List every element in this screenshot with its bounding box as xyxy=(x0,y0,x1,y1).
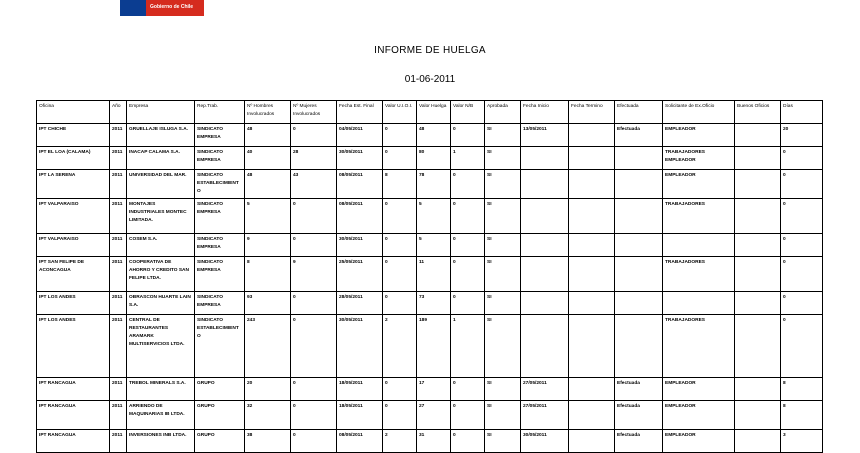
table-row xyxy=(37,401,823,430)
cell-valor-huelga: 5 xyxy=(417,199,451,234)
table-row xyxy=(37,147,823,170)
cell-efectuada xyxy=(615,199,663,234)
cell-oficina: IPT VALPARAISO xyxy=(37,199,110,234)
cell-valor-huelga: 27 xyxy=(417,401,451,430)
column-header-hombres: Nº Hombres Involucrados xyxy=(245,101,291,124)
column-header-efectuada: Efectuada xyxy=(615,101,663,124)
cell-buenos-oficios xyxy=(735,401,781,430)
table-row xyxy=(37,124,823,147)
cell-solicitante xyxy=(663,292,735,315)
cell-empresa: GRUELLAJE ISLUGA S.A. xyxy=(127,124,195,147)
column-header-rep-trab: Rep.Trab. xyxy=(195,101,245,124)
cell-fecha-est-final: 08/05/2011 xyxy=(337,170,383,199)
strike-report-table xyxy=(36,100,823,453)
cell-rep-trab: GRUPO xyxy=(195,401,245,430)
cell-oficina: IPT RANCAGUA xyxy=(37,430,110,453)
cell-fecha-termino xyxy=(569,401,615,430)
cell-valor-huelga: 31 xyxy=(417,430,451,453)
cell-oficina: IPT LOS ANDES xyxy=(37,315,110,378)
cell-fecha-inicio xyxy=(521,170,569,199)
table-row xyxy=(37,257,823,292)
cell-valor-nb: 0 xyxy=(451,292,485,315)
cell-aprobada: SI xyxy=(485,234,521,257)
cell-mujeres: 0 xyxy=(291,124,337,147)
cell-valor-uioi: 0 xyxy=(383,401,417,430)
cell-valor-nb: 0 xyxy=(451,257,485,292)
cell-rep-trab: SINDICATO EMPRESA xyxy=(195,234,245,257)
cell-fecha-inicio xyxy=(521,315,569,378)
cell-efectuada xyxy=(615,257,663,292)
cell-efectuada: Efectuada xyxy=(615,401,663,430)
cell-dias: 8 xyxy=(781,378,823,401)
cell-fecha-termino xyxy=(569,315,615,378)
cell-buenos-oficios xyxy=(735,315,781,378)
report-title: INFORME DE HUELGA xyxy=(374,45,486,56)
column-header-buenos-oficios: Buenos Oficios xyxy=(735,101,781,124)
column-header-mujeres: Nº Mujeres Involucrados xyxy=(291,101,337,124)
cell-solicitante: EMPLEADOR xyxy=(663,430,735,453)
column-header-solicitante: Solicitante de Ex.Oficio xyxy=(663,101,735,124)
cell-solicitante: TRABAJADORES xyxy=(663,199,735,234)
cell-aprobada: SI xyxy=(485,257,521,292)
cell-aprobada: SI xyxy=(485,292,521,315)
cell-rep-trab: SINDICATO ESTABLECIMIENTO xyxy=(195,315,245,378)
cell-efectuada xyxy=(615,292,663,315)
cell-empresa: COOPERATIVA DE AHORRO Y CREDITO SAN FELIPE LTDA. xyxy=(127,257,195,292)
cell-fecha-inicio xyxy=(521,147,569,170)
cell-fecha-termino xyxy=(569,234,615,257)
cell-hombres: 48 xyxy=(245,170,291,199)
logo-text: Gobierno de Chile xyxy=(150,4,194,10)
column-header-aprobada: Aprobada xyxy=(485,101,521,124)
cell-valor-huelga: 78 xyxy=(417,170,451,199)
cell-fecha-est-final: 25/05/2011 xyxy=(337,257,383,292)
cell-buenos-oficios xyxy=(735,292,781,315)
cell-buenos-oficios xyxy=(735,147,781,170)
cell-fecha-est-final: 04/05/2011 xyxy=(337,124,383,147)
cell-valor-nb: 0 xyxy=(451,199,485,234)
cell-anio: 2011 xyxy=(110,378,127,401)
column-header-empresa: Empresa xyxy=(127,101,195,124)
cell-oficina: IPT RANCAGUA xyxy=(37,378,110,401)
table-row xyxy=(37,234,823,257)
cell-anio: 2011 xyxy=(110,401,127,430)
column-header-fecha-termino: Fecha Termino xyxy=(569,101,615,124)
cell-fecha-termino xyxy=(569,147,615,170)
column-header-anio: Año xyxy=(110,101,127,124)
cell-buenos-oficios xyxy=(735,234,781,257)
cell-aprobada: SI xyxy=(485,430,521,453)
cell-hombres: 5 xyxy=(245,199,291,234)
cell-valor-nb: 0 xyxy=(451,430,485,453)
cell-anio: 2011 xyxy=(110,430,127,453)
cell-efectuada xyxy=(615,315,663,378)
cell-mujeres: 0 xyxy=(291,401,337,430)
cell-mujeres: 0 xyxy=(291,199,337,234)
cell-fecha-termino xyxy=(569,378,615,401)
column-header-valor-uioi: Valor U.I.O.I. xyxy=(383,101,417,124)
cell-empresa: ARRIENDO DE MAQUINARIAS IB LTDA. xyxy=(127,401,195,430)
cell-hombres: 20 xyxy=(245,378,291,401)
cell-dias: 0 xyxy=(781,257,823,292)
cell-buenos-oficios xyxy=(735,257,781,292)
cell-empresa: OBRASCON HUARTE LAIN S.A. xyxy=(127,292,195,315)
cell-oficina: IPT VALPARAISO xyxy=(37,234,110,257)
cell-valor-huelga: 17 xyxy=(417,378,451,401)
cell-dias: 0 xyxy=(781,147,823,170)
cell-valor-uioi: 0 xyxy=(383,257,417,292)
cell-efectuada xyxy=(615,234,663,257)
table-row xyxy=(37,292,823,315)
cell-hombres: 32 xyxy=(245,401,291,430)
cell-hombres: 48 xyxy=(245,124,291,147)
cell-fecha-inicio: 13/05/2011 xyxy=(521,124,569,147)
cell-anio: 2011 xyxy=(110,147,127,170)
cell-fecha-est-final: 28/05/2011 xyxy=(337,292,383,315)
cell-valor-nb: 0 xyxy=(451,234,485,257)
cell-anio: 2011 xyxy=(110,292,127,315)
cell-dias: 0 xyxy=(781,234,823,257)
cell-empresa: UNIVERSIDAD DEL MAR. xyxy=(127,170,195,199)
table-row xyxy=(37,315,823,378)
column-header-dias: Días xyxy=(781,101,823,124)
column-header-oficina: Oficina xyxy=(37,101,110,124)
cell-fecha-inicio xyxy=(521,199,569,234)
cell-valor-huelga: 80 xyxy=(417,147,451,170)
cell-hombres: 8 xyxy=(245,257,291,292)
cell-buenos-oficios xyxy=(735,124,781,147)
cell-efectuada: Efectuada xyxy=(615,430,663,453)
cell-valor-nb: 0 xyxy=(451,170,485,199)
cell-solicitante: TRABAJADORES xyxy=(663,315,735,378)
table-row xyxy=(37,170,823,199)
cell-mujeres: 0 xyxy=(291,234,337,257)
cell-rep-trab: SINDICATO ESTABLECIMIENTO xyxy=(195,170,245,199)
cell-mujeres: 43 xyxy=(291,170,337,199)
cell-oficina: IPT LOS ANDES xyxy=(37,292,110,315)
cell-fecha-est-final: 18/05/2011 xyxy=(337,401,383,430)
cell-valor-uioi: 0 xyxy=(383,199,417,234)
cell-oficina: IPT SAN FELIPE DE ACONCAGUA xyxy=(37,257,110,292)
cell-rep-trab: SINDICATO EMPRESA xyxy=(195,147,245,170)
cell-hombres: 93 xyxy=(245,292,291,315)
cell-anio: 2011 xyxy=(110,170,127,199)
table-row xyxy=(37,378,823,401)
cell-valor-huelga: 48 xyxy=(417,124,451,147)
cell-efectuada: Efectuada xyxy=(615,378,663,401)
cell-fecha-termino xyxy=(569,292,615,315)
cell-empresa: INVERSIONES INB LTDA. xyxy=(127,430,195,453)
cell-anio: 2011 xyxy=(110,124,127,147)
cell-mujeres: 9 xyxy=(291,257,337,292)
cell-aprobada: SI xyxy=(485,170,521,199)
cell-mujeres: 0 xyxy=(291,292,337,315)
cell-dias: 20 xyxy=(781,124,823,147)
table-row xyxy=(37,199,823,234)
cell-dias: 3 xyxy=(781,430,823,453)
cell-efectuada xyxy=(615,147,663,170)
report-date: 01-06-2011 xyxy=(404,74,456,85)
cell-hombres: 9 xyxy=(245,234,291,257)
cell-aprobada: SI xyxy=(485,124,521,147)
cell-valor-uioi: 0 xyxy=(383,378,417,401)
cell-valor-huelga: 189 xyxy=(417,315,451,378)
logo-blue-block xyxy=(120,0,146,16)
cell-mujeres: 0 xyxy=(291,315,337,378)
cell-anio: 2011 xyxy=(110,257,127,292)
cell-valor-uioi: 8 xyxy=(383,170,417,199)
cell-solicitante: TRABAJADORES xyxy=(663,257,735,292)
cell-anio: 2011 xyxy=(110,315,127,378)
cell-valor-huelga: 73 xyxy=(417,292,451,315)
cell-fecha-termino xyxy=(569,430,615,453)
cell-oficina: IPT CHICHE xyxy=(37,124,110,147)
column-header-fecha-est-final: Fecha Est. Final xyxy=(337,101,383,124)
cell-mujeres: 28 xyxy=(291,147,337,170)
cell-mujeres: 0 xyxy=(291,378,337,401)
cell-fecha-termino xyxy=(569,257,615,292)
cell-valor-nb: 1 xyxy=(451,315,485,378)
cell-aprobada: SI xyxy=(485,315,521,378)
cell-buenos-oficios xyxy=(735,430,781,453)
cell-fecha-est-final: 08/05/2011 xyxy=(337,430,383,453)
cell-mujeres: 0 xyxy=(291,430,337,453)
cell-oficina: IPT EL LOA (CALAMA) xyxy=(37,147,110,170)
cell-fecha-est-final: 18/05/2011 xyxy=(337,378,383,401)
cell-fecha-inicio xyxy=(521,257,569,292)
cell-solicitante: EMPLEADOR xyxy=(663,401,735,430)
cell-valor-uioi: 0 xyxy=(383,292,417,315)
cell-solicitante: EMPLEADOR xyxy=(663,170,735,199)
cell-fecha-est-final: 30/05/2011 xyxy=(337,147,383,170)
cell-efectuada: Efectuada xyxy=(615,124,663,147)
table-header-row xyxy=(37,101,823,124)
cell-rep-trab: SINDICATO EMPRESA xyxy=(195,257,245,292)
cell-valor-uioi: 2 xyxy=(383,430,417,453)
cell-valor-uioi: 2 xyxy=(383,315,417,378)
cell-hombres: 40 xyxy=(245,147,291,170)
cell-valor-nb: 0 xyxy=(451,124,485,147)
cell-aprobada: SI xyxy=(485,401,521,430)
cell-hombres: 38 xyxy=(245,430,291,453)
cell-rep-trab: SINDICATO EMPRESA xyxy=(195,199,245,234)
cell-rep-trab: SINDICATO EMPRESA xyxy=(195,292,245,315)
cell-fecha-inicio xyxy=(521,292,569,315)
cell-valor-huelga: 11 xyxy=(417,257,451,292)
table-row xyxy=(37,430,823,453)
cell-fecha-inicio: 27/05/2011 xyxy=(521,401,569,430)
cell-fecha-termino xyxy=(569,199,615,234)
cell-dias: 0 xyxy=(781,292,823,315)
cell-dias: 0 xyxy=(781,199,823,234)
cell-efectuada xyxy=(615,170,663,199)
cell-valor-nb: 0 xyxy=(451,378,485,401)
cell-valor-uioi: 0 xyxy=(383,147,417,170)
cell-dias: 0 xyxy=(781,315,823,378)
cell-solicitante: TRABAJADORES EMPLEADOR xyxy=(663,147,735,170)
cell-empresa: TREBOL MINERALS S.A. xyxy=(127,378,195,401)
cell-fecha-est-final: 30/05/2011 xyxy=(337,315,383,378)
cell-rep-trab: SINDICATO EMPRESA xyxy=(195,124,245,147)
column-header-valor-huelga: Valor Huelga xyxy=(417,101,451,124)
cell-dias: 0 xyxy=(781,170,823,199)
gobierno-logo xyxy=(120,0,204,16)
cell-aprobada: SI xyxy=(485,378,521,401)
cell-fecha-termino xyxy=(569,170,615,199)
cell-oficina: IPT RANCAGUA xyxy=(37,401,110,430)
cell-dias: 8 xyxy=(781,401,823,430)
cell-empresa: INACAP CALAMA S.A. xyxy=(127,147,195,170)
cell-buenos-oficios xyxy=(735,170,781,199)
cell-empresa: MONTAJES INDUSTRIALES MONTEC LIMITADA. xyxy=(127,199,195,234)
cell-rep-trab: GRUPO xyxy=(195,378,245,401)
column-header-valor-nb: Valor N/B xyxy=(451,101,485,124)
cell-oficina: IPT LA SERENA xyxy=(37,170,110,199)
cell-valor-nb: 0 xyxy=(451,401,485,430)
cell-rep-trab: GRUPO xyxy=(195,430,245,453)
cell-anio: 2011 xyxy=(110,234,127,257)
cell-fecha-inicio xyxy=(521,234,569,257)
cell-buenos-oficios xyxy=(735,199,781,234)
cell-solicitante xyxy=(663,234,735,257)
cell-solicitante: EMPLEADOR xyxy=(663,378,735,401)
cell-fecha-inicio: 27/05/2011 xyxy=(521,378,569,401)
cell-buenos-oficios xyxy=(735,378,781,401)
cell-aprobada: SI xyxy=(485,199,521,234)
cell-anio: 2011 xyxy=(110,199,127,234)
cell-hombres: 243 xyxy=(245,315,291,378)
cell-aprobada: SI xyxy=(485,147,521,170)
cell-fecha-termino xyxy=(569,124,615,147)
cell-valor-huelga: 5 xyxy=(417,234,451,257)
cell-solicitante: EMPLEADOR xyxy=(663,124,735,147)
cell-fecha-est-final: 30/05/2011 xyxy=(337,234,383,257)
cell-fecha-est-final: 08/05/2011 xyxy=(337,199,383,234)
cell-valor-uioi: 0 xyxy=(383,234,417,257)
cell-fecha-inicio: 30/05/2011 xyxy=(521,430,569,453)
column-header-fecha-inicio: Fecha Inicio xyxy=(521,101,569,124)
cell-empresa: CENTRAL DE RESTAURANTES ARAMARK MULTISERVICIOS LTDA. xyxy=(127,315,195,378)
cell-empresa: COSEM S.A. xyxy=(127,234,195,257)
cell-valor-uioi: 0 xyxy=(383,124,417,147)
cell-valor-nb: 1 xyxy=(451,147,485,170)
